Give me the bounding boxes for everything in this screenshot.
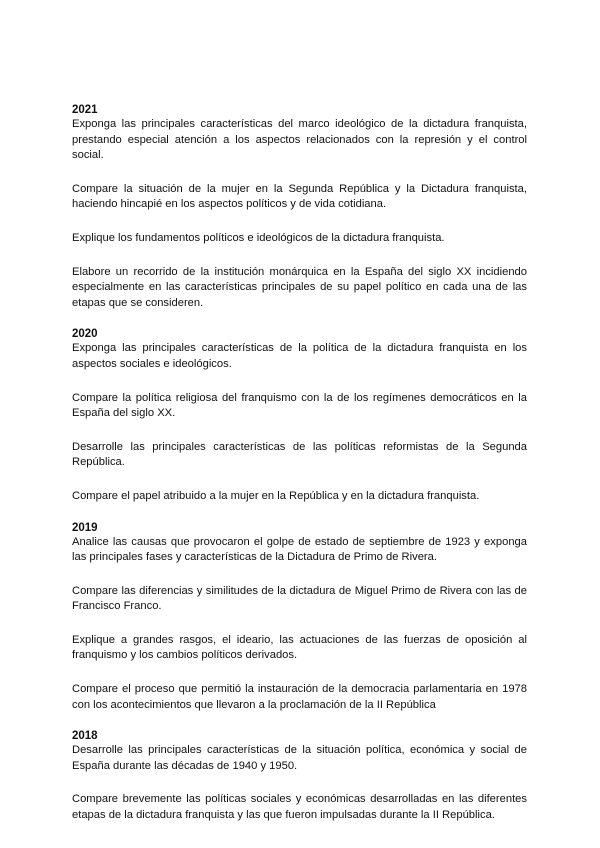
- document-page: [72, 104, 527, 841]
- question-text: Compare el papel atribuido a la mujer en la República y en la dictadura franquista.: [72, 489, 480, 502]
- year-heading: 2020: [72, 328, 98, 341]
- question-text: Compare el proceso que permitió la instauración de la democracia parlamentaria en 1978 con los acontecimientos que llevaron a la proclamación de la II República: [72, 683, 527, 711]
- question-text: Compare la situación de la mujer en la Segunda República y la Dictadura franquista, haciendo hincapié en los aspectos políticos y de vida cotidiana.: [72, 182, 527, 211]
- question-text: Elabore un recorrido de la institución monárquica en la España del siglo XX incidiendo especialmente en las características principales de su papel político en cada una de las etapas que se consideren.: [72, 265, 527, 309]
- question-text: Exponga las principales características de la política de la dictadura franquista en los aspectos sociales e ideológicos.: [72, 342, 527, 370]
- section-2018: [72, 730, 527, 823]
- question-text: Analice las causas que provocaron el golpe de estado de septiembre de 1923 y exponga las principales fases y características de la Dictadura de Primo de Rivera.: [72, 535, 527, 564]
- section-2020: [72, 328, 527, 504]
- question-text: Explique a grandes rasgos, el ideario, las actuaciones de las fuerzas de oposición al franquismo y los cambios políticos derivados.: [72, 633, 527, 662]
- section-2019: [72, 522, 527, 714]
- question-text: Compare la política religiosa del franquismo con la de los regímenes democráticos en la España del siglo XX.: [72, 391, 527, 420]
- year-heading: 2019: [72, 521, 98, 534]
- year-heading: 2021: [72, 104, 98, 116]
- question-text: Compare las diferencias y similitudes de la dictadura de Miguel Primo de Rivera con las de Francisco Franco.: [72, 584, 527, 613]
- question-text: Explique los fundamentos políticos e ideológicos de la dictadura franquista.: [72, 231, 445, 244]
- question-text: Desarrolle las principales características de las políticas reformistas de la Segunda República.: [72, 440, 527, 469]
- section-2021: [72, 104, 527, 311]
- question-text: Compare brevemente las políticas sociales y económicas desarrolladas en las diferentes etapas de la dictadura franquista y las que fueron impulsadas durante la II República.: [72, 793, 527, 822]
- question-text: Desarrolle las principales características de la situación política, económica y social de España durante las décadas de 1940 y 1950.: [72, 744, 527, 772]
- year-heading: 2018: [72, 730, 98, 743]
- question-text: Exponga las principales características del marco ideológico de la dictadura franquista, prestando especial atención a los aspectos relacionados con la represión y el control social.: [72, 118, 527, 162]
